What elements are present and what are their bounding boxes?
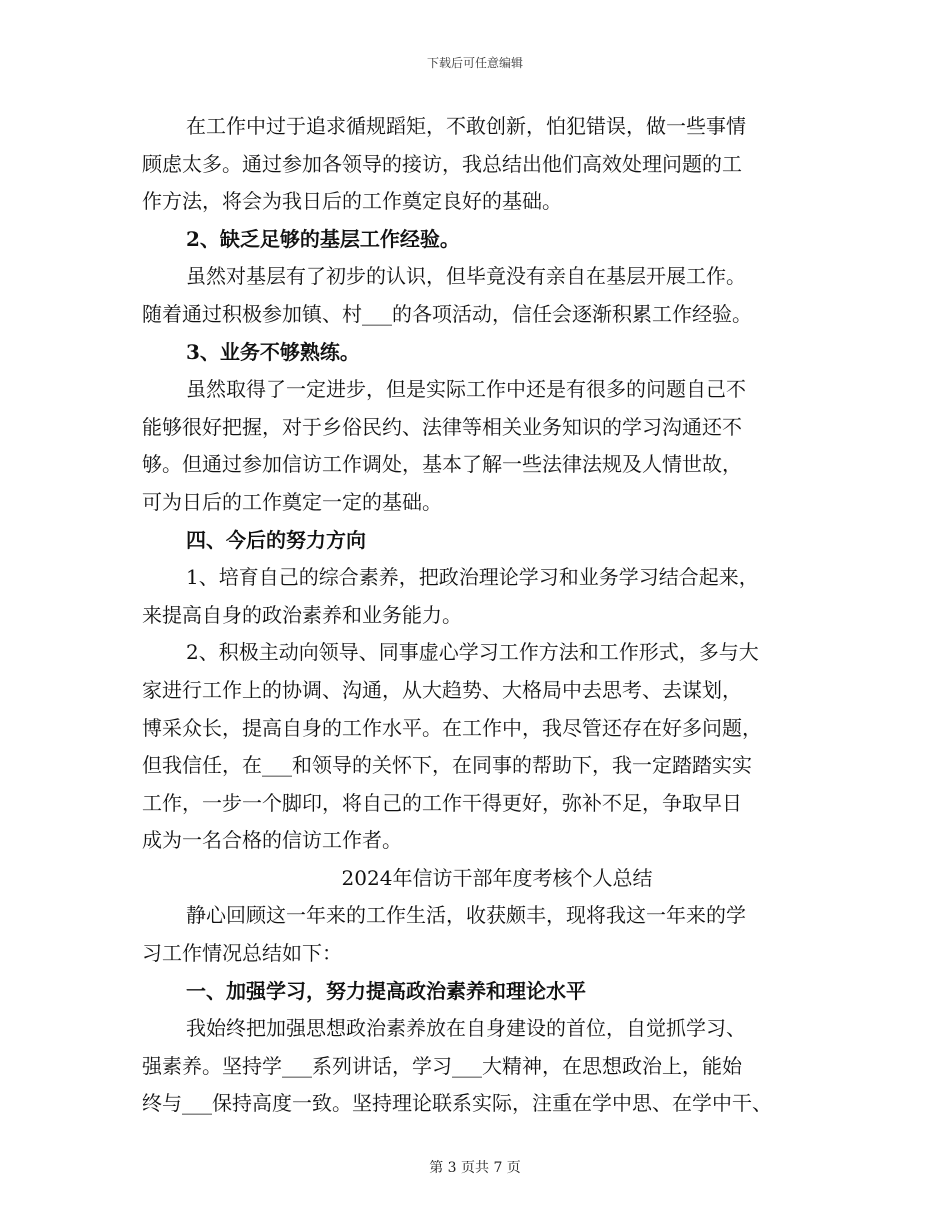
- paragraph-line: 随着通过积极参加镇、村___的各项活动，信任会逐渐积累工作经验。: [142, 301, 752, 326]
- section-heading: 四、今后的努力方向: [186, 527, 366, 552]
- paragraph-line: 1、培育自己的综合素养，把政治理论学习和业务学习结合起来，: [186, 565, 759, 590]
- paragraph-line: 虽然取得了一定进步，但是实际工作中还是有很多的问题自己不: [186, 377, 746, 402]
- section-heading: 一、加强学习，努力提高政治素养和理论水平: [186, 978, 586, 1003]
- section-heading: 3、业务不够熟练。: [186, 339, 360, 364]
- paragraph-line: 在工作中过于追求循规蹈矩，不敢创新，怕犯错误，做一些事情: [186, 114, 746, 138]
- paragraph-line: 静心回顾这一年来的工作生活，收获颇丰，现将我这一年来的学: [186, 903, 746, 928]
- paragraph-line: 顾虑太多。通过参加各领导的接访，我总结出他们高效处理问题的工: [142, 151, 742, 176]
- paragraph-line: 终与___保持高度一致。坚持理论联系实际，注重在学中思、在学中干、: [142, 1091, 772, 1116]
- paragraph-line: 成为一名合格的信访工作者。: [142, 828, 402, 853]
- paragraph-line: 家进行工作上的协调、沟通，从大趋势、大格局中去思考、去谋划，: [142, 677, 742, 702]
- paragraph-line: 作方法，将会为我日后的工作奠定良好的基础。: [142, 189, 562, 214]
- paragraph-line: 博采众长，提高自身的工作水平。在工作中，我尽管还存在好多问题，: [142, 715, 762, 740]
- document-body: [142, 108, 822, 1123]
- paragraph-line: 我始终把加强思想政治素养放在自身建设的首位，自觉抓学习、: [186, 1016, 746, 1041]
- paragraph-line: 工作，一步一个脚印，将自己的工作干得更好，弥补不足，争取早日: [142, 790, 742, 815]
- paragraph-line: 虽然对基层有了初步的认识，但毕竟没有亲自在基层开展工作。: [186, 264, 746, 289]
- paragraph-line: 够。但通过参加信访工作调处，基本了解一些法律法规及人情世故，: [142, 452, 742, 477]
- section-heading: 2、缺乏足够的基层工作经验。: [186, 226, 460, 251]
- section-title: 2024年信访干部年度考核个人总结: [341, 865, 653, 890]
- page-number-footer: 第 3 页共 7 页: [429, 1160, 521, 1176]
- paragraph-line: 可为日后的工作奠定一定的基础。: [142, 489, 442, 514]
- page-header-note: 下载后可任意编辑: [426, 56, 523, 70]
- paragraph-line: 习工作情况总结如下：: [142, 941, 342, 966]
- paragraph-line: 来提高自身的政治素养和业务能力。: [142, 602, 462, 627]
- paragraph-line: 2、积极主动向领导、同事虚心学习工作方法和工作形式，多与大: [186, 640, 759, 665]
- paragraph-line: 能够很好把握，对于乡俗民约、法律等相关业务知识的学习沟通还不: [142, 414, 742, 439]
- paragraph-line: 强素养。坚持学___系列讲话，学习___大精神，在思想政治上，能始: [142, 1053, 742, 1078]
- paragraph-line: 但我信任，在___和领导的关怀下，在同事的帮助下，我一定踏踏实实: [142, 753, 752, 778]
